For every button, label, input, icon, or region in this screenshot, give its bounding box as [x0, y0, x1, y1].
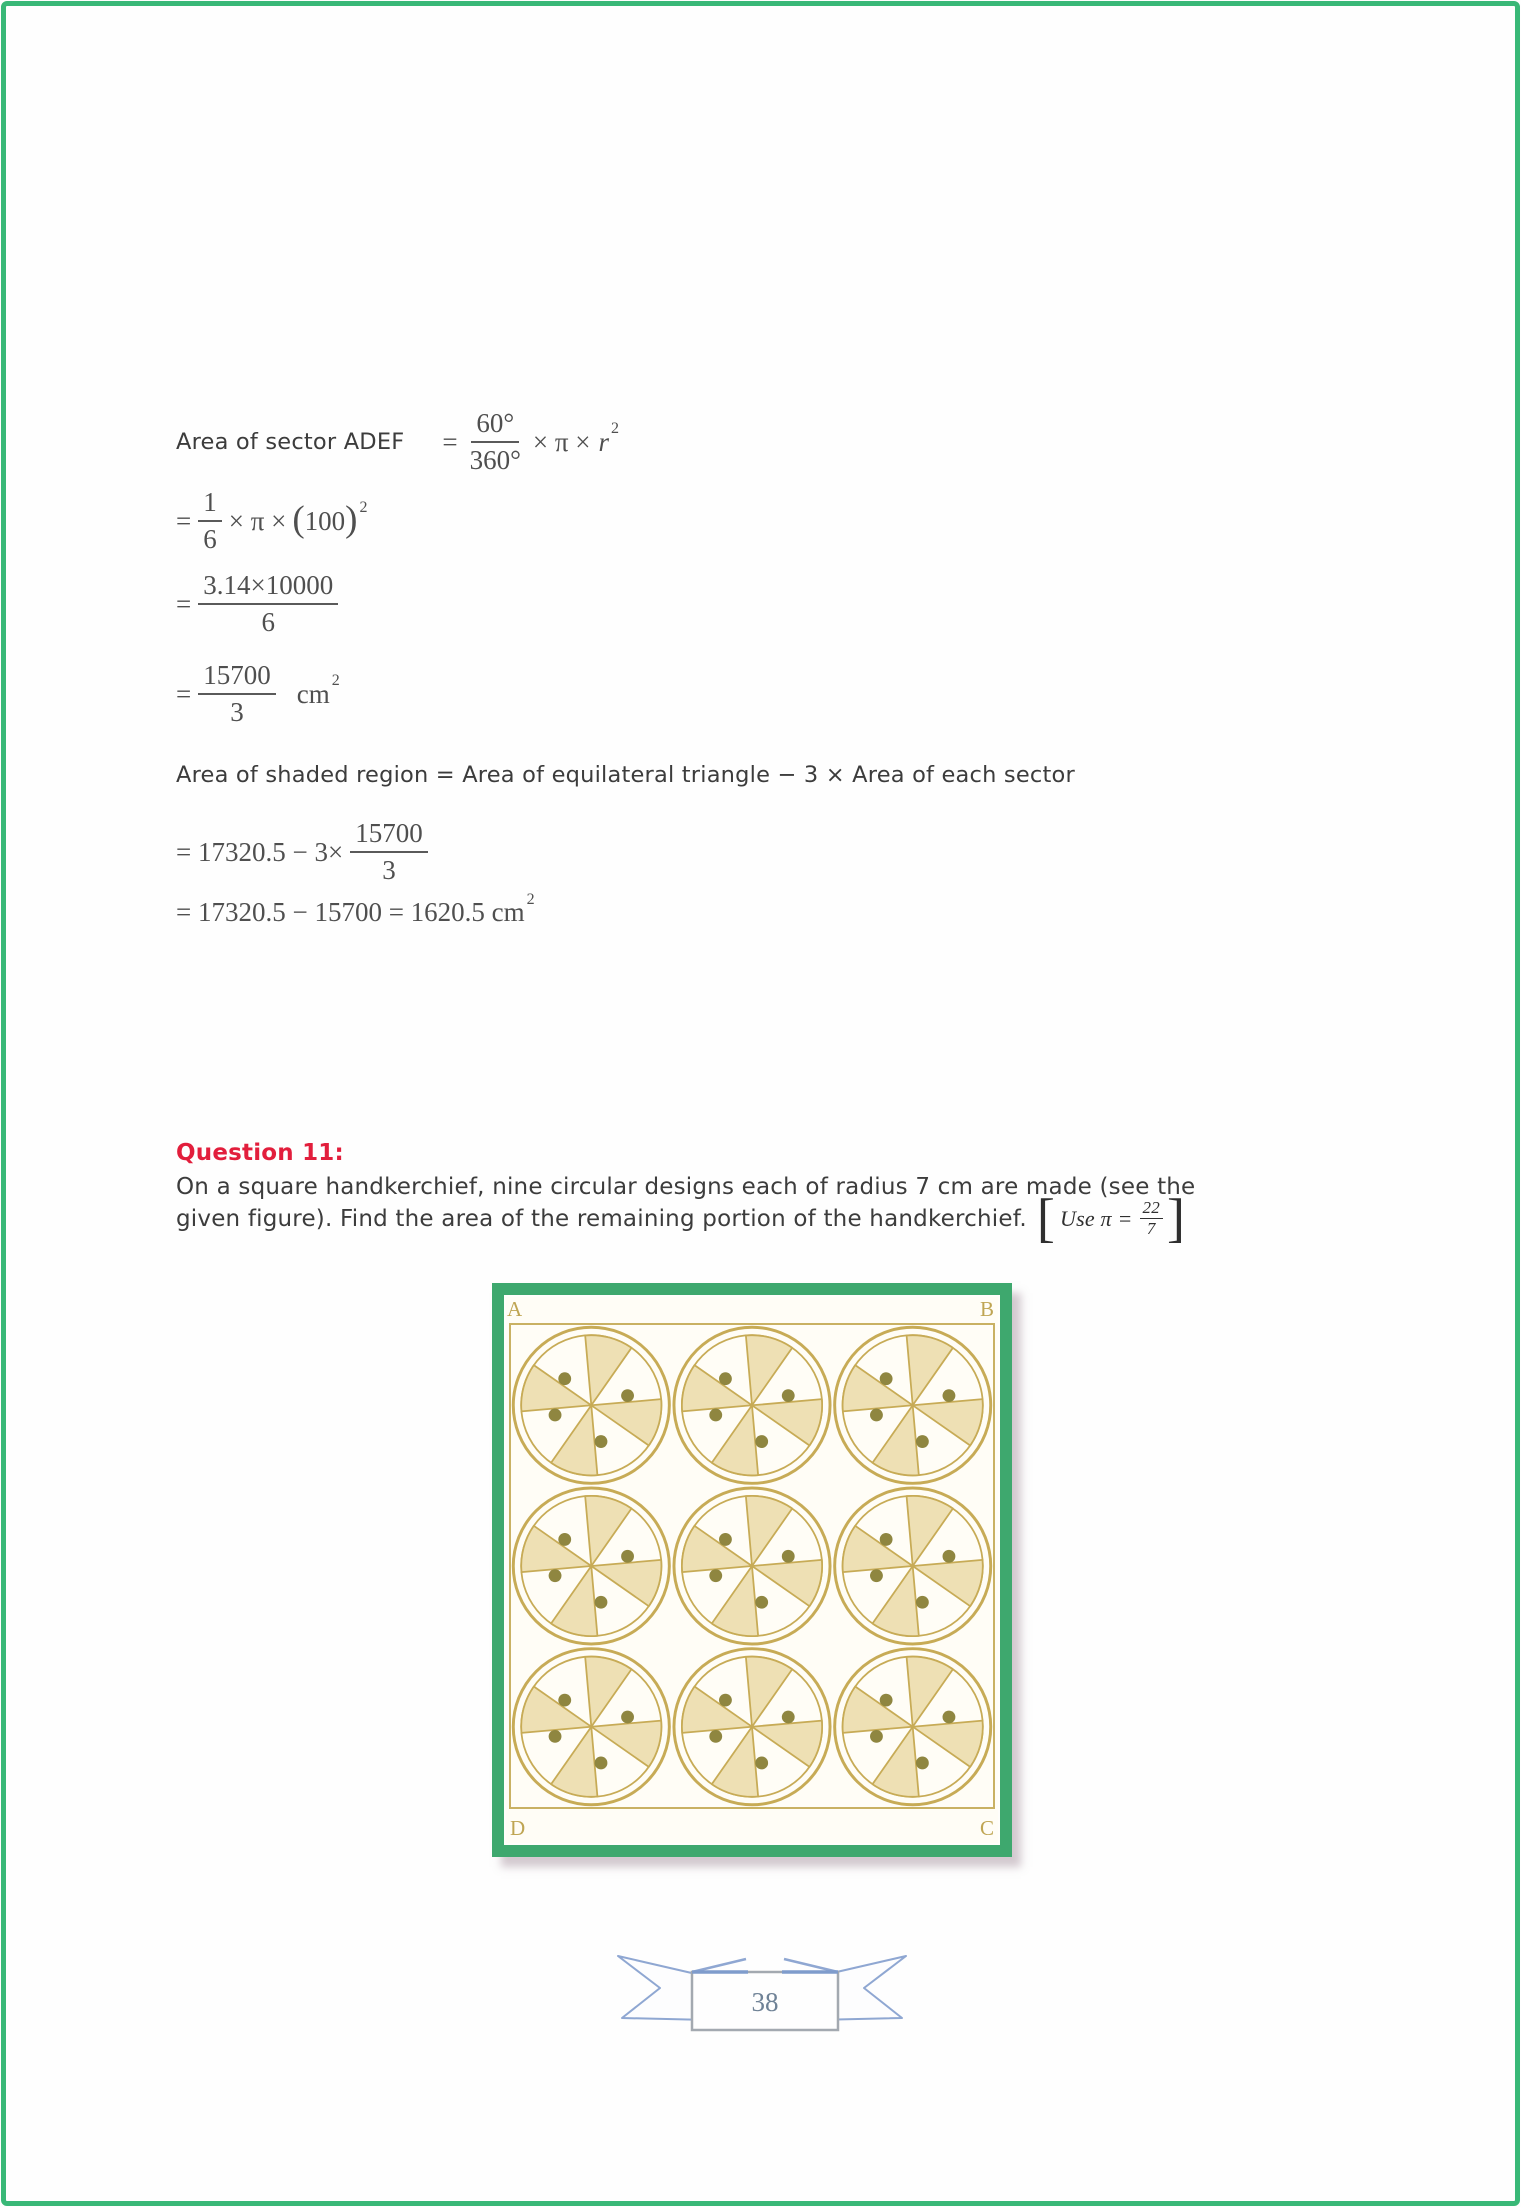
sector-solution-line4 [176, 660, 340, 728]
fraction-15700-3 [350, 818, 428, 886]
use-pi-note [1036, 1188, 1186, 1248]
fraction-numerator: 15700 [198, 660, 276, 695]
handkerchief-figure [492, 1283, 1012, 1857]
fraction-60-360 [465, 408, 526, 476]
question-text-line1: On a square handkerchief, nine circular designs each of radius 7 cm are made (see the [176, 1174, 1196, 1200]
equals-sign: = [176, 588, 192, 619]
fraction-denominator: 3 [382, 855, 396, 886]
sector-label: Area of sector ADEF [176, 429, 405, 456]
fraction-denominator: 6 [261, 607, 275, 638]
page-border [1, 1, 1520, 2206]
corner-label-d: D [510, 1816, 526, 1840]
page-number-ribbon [612, 1948, 912, 2040]
use-pi-label: Use π = [1060, 1205, 1133, 1231]
fraction-15700-3 [198, 660, 276, 728]
fraction-numerator: 1 [198, 487, 222, 522]
fraction-numerator: 3.14×10000 [198, 570, 338, 605]
statement-text: Area of shaded region = Area of equilateral triangle − 3 × Area of each sector [176, 762, 1075, 788]
sector-solution-line2 [176, 487, 367, 555]
corner-label-b: B [979, 1297, 994, 1321]
sector-solution-line1 [176, 408, 619, 476]
fraction-denominator: 3 [230, 697, 244, 728]
question-text-line2 [176, 1188, 1186, 1248]
handkerchief-square [509, 1323, 995, 1809]
radius-variable: r [598, 426, 610, 457]
shaded-region-statement [176, 762, 1075, 788]
question-text: given figure). Find the area of the remaining portion of the handkerchief. [176, 1205, 1027, 1232]
close-paren: ) [345, 498, 358, 540]
fraction-denominator: 7 [1146, 1219, 1156, 1239]
circle-designs-grid [511, 1325, 993, 1807]
open-paren: ( [292, 498, 305, 540]
corner-label-a: A [507, 1297, 523, 1321]
fraction-denominator: 6 [203, 524, 217, 555]
ribbon-left-fold [692, 1959, 746, 1972]
times-pi-times: × π × [532, 426, 591, 457]
open-bracket: [ [1036, 1188, 1056, 1248]
fraction-numerator: 60° [471, 408, 519, 443]
question-heading: Question 11: [176, 1140, 344, 1166]
close-bracket: ] [1166, 1188, 1186, 1248]
exponent: 2 [331, 672, 340, 690]
paren-value: 100 [304, 505, 346, 536]
fraction-denominator: 360° [469, 445, 521, 476]
result-text: = 17320.5 − 15700 = 1620.5 cm [176, 897, 525, 927]
unit-label: cm [296, 678, 330, 709]
fraction-numerator: 15700 [350, 818, 428, 853]
exponent: 2 [359, 499, 368, 517]
fraction-product-6 [198, 570, 338, 638]
fraction-numerator: 22 [1140, 1199, 1163, 1220]
expression-prefix: = 17320.5 − 3× [176, 836, 344, 867]
exponent: 2 [611, 420, 620, 438]
corner-label-c: C [979, 1816, 994, 1840]
shaded-solution-line1 [176, 818, 435, 886]
equals-sign: = [442, 426, 458, 457]
exponent: 2 [526, 890, 535, 908]
ribbon-right-fold [784, 1959, 838, 1972]
times-pi-times: × π × [228, 505, 287, 536]
page-number: 38 [751, 1987, 779, 2017]
fraction-22-7 [1140, 1199, 1163, 1239]
shaded-solution-line2 [176, 890, 535, 928]
fraction-1-6 [198, 487, 222, 555]
sector-solution-line3 [176, 570, 345, 638]
equals-sign: = [176, 678, 192, 709]
equals-sign: = [176, 505, 192, 536]
